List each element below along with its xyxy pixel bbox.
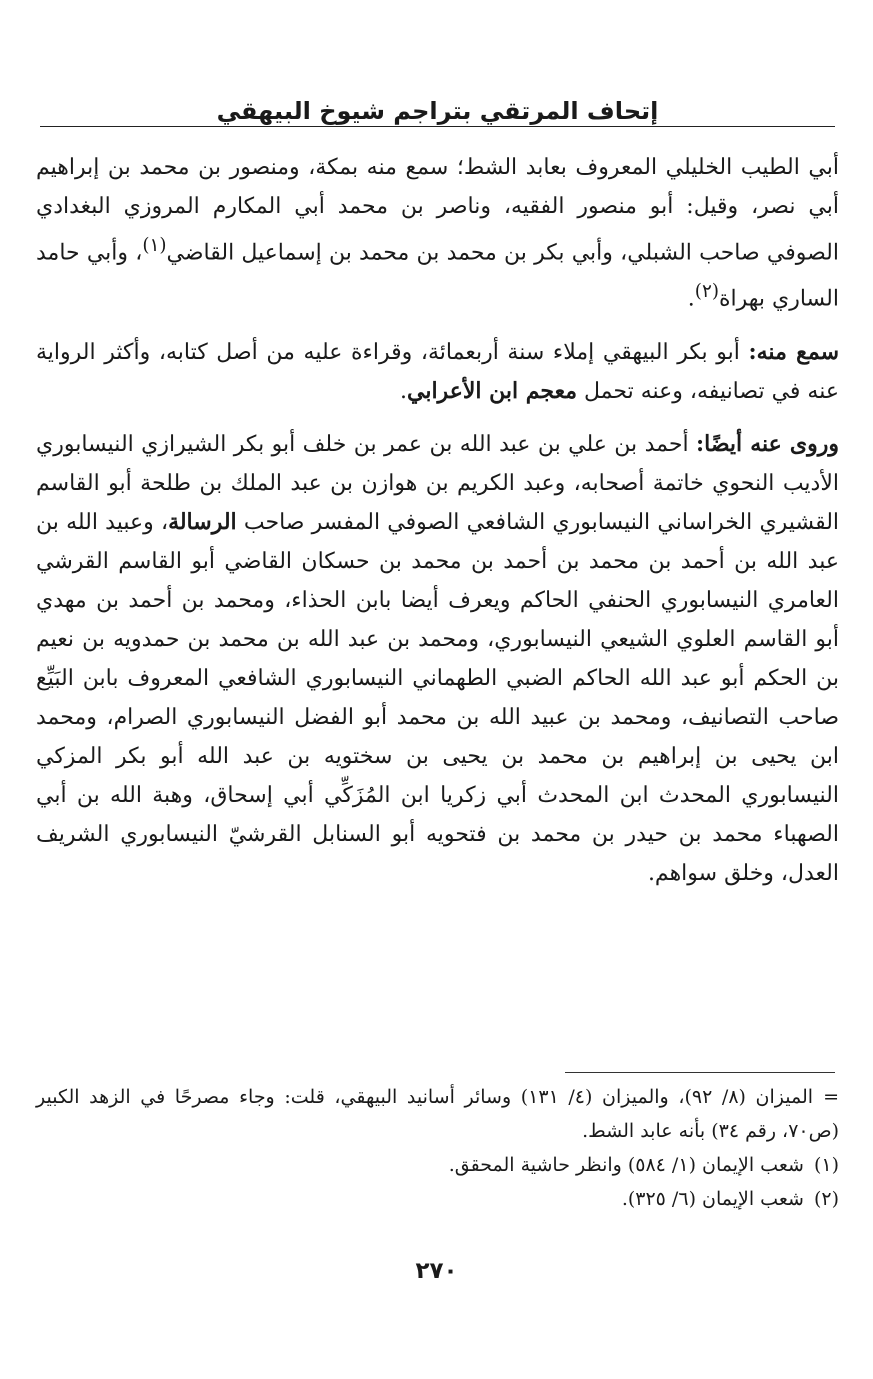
footnote-2-text: شعب الإيمان (٦/ ٣٢٥). (621, 1188, 804, 1210)
footnote-1-text: شعب الإيمان (١/ ٥٨٤) وانظر حاشية المحقق. (448, 1154, 804, 1176)
footnote-2 (36, 1182, 839, 1216)
running-header (40, 96, 835, 126)
paragraph-1-text: أبي الطيب الخليلي المعروف بعابد الشط؛ سمع منه بمكة، ومنصور بن محمد بن إبراهيم أبي نصر، وقيل: أبو منصور الفقيه، وناصر بن محمد أبي المكارم المروزي البغدادي الصوفي صاحب الشبلي، وأبي بكر بن محمد بن محمد بن إسماعيل القاضي (36, 155, 839, 266)
footnote-continuation-marker: = (823, 1086, 839, 1108)
footnote-ref-1[interactable]: (١) (142, 235, 167, 256)
page-number: ٢٧٠ (415, 1258, 458, 1284)
paragraph-2 (36, 333, 839, 411)
footnote-ref-2[interactable]: (٢) (694, 281, 719, 303)
paragraph-2-text: أبو بكر البيهقي إملاء سنة أربعمائة، وقراءة عليه من أصل كتابه، وأكثر الرواية عنه في تصانيفه، وعنه تحمل (36, 339, 839, 404)
paragraph-2-label: سمع منه: (748, 338, 840, 365)
paragraph-3-text-2: ، وعبيد الله بن عبد الله بن أحمد بن محمد بن أحمد بن محمد بن حسكان القاضي أبو القاسم القرشي العامري النيسابوري الحنفي الحاكم ويعرف أيضا بابن الحذاء، ومحمد بن أحمد بن مهدي أبو القاسم العلوي الشيعي النيسابوري، ومحمد بن عبد الله بن محمد بن حمدويه بن نعيم بن الحكم أبو عبد الله الحاكم الضبي الطهماني النيسابوري الشافعي المعروف بابن البَيِّع صاحب التصانيف، ومحمد بن عبيد الله بن محمد أبو الفضل النيسابوري الصرام، ومحمد ابن يحيى بن إبراهيم بن محمد بن يحيى بن سختويه بن عبد الله أبو بكر المزكي النيسابوري المحدث ابن المحدث أبي زكريا ابن المُزَكِّي أبي إسحاق، وهبة الله بن أبي الصهباء محمد بن حيدر بن محمد بن فتحويه أبو السنابل القرشيّ النيسابوري الشريف العدل، وخلق سواهم. (36, 509, 839, 886)
header-rule (40, 126, 835, 127)
footnote-rule (565, 1072, 835, 1073)
footnote-continuation (36, 1080, 839, 1148)
paragraph-1 (36, 148, 839, 319)
footnote-1-marker: (١) (813, 1154, 839, 1176)
paragraph-1-end: . (687, 286, 695, 312)
paragraph-3-text: أحمد بن علي بن عبد الله بن عمر بن خلف أبو بكر الشيرازي النيسابوري الأديب النحوي خاتمة أصحابه، وعبد الكريم بن هوازن بن عبد الملك بن طلحة أبو القاسم القشيري الخراساني النيسابوري الشافعي الصوفي المفسر صاحب (36, 431, 840, 535)
book-title-muajam: معجم ابن الأعرابي (406, 377, 578, 404)
paragraph-3 (36, 425, 839, 893)
book-title-risala: الرسالة (168, 508, 237, 535)
footnotes (36, 1080, 839, 1216)
footnote-continuation-text: الميزان (٨/ ٩٢)، والميزان (٤/ ١٣١) وسائر أسانيد البيهقي، قلت: وجاء مصرحًا في الزهد الكبير (ص٧٠، رقم ٣٤) بأنه عابد الشط. (36, 1086, 839, 1142)
paragraph-3-label: وروى عنه أيضًا: (696, 430, 839, 457)
footnote-2-marker: (٢) (813, 1188, 839, 1210)
paragraph-2-end: . (399, 378, 407, 404)
book-title: إتحاف المرتقي بتراجم شيوخ البيهقي (216, 97, 659, 125)
main-text (36, 148, 839, 907)
paragraph-1-text-mid: ، وأبي حامد الساري بهراة (36, 240, 839, 312)
footnote-1 (36, 1148, 839, 1182)
